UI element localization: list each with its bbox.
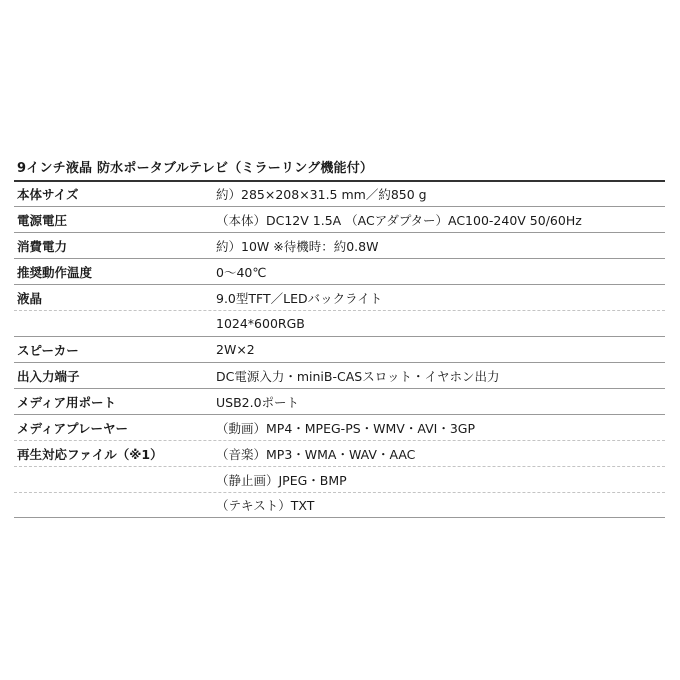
spec-row-media-port bbox=[14, 388, 665, 414]
spec-label: 推奨動作温度 bbox=[17, 264, 93, 280]
spec-label: メディア用ポート bbox=[17, 394, 117, 410]
spec-value: 約）285×208×31.5 mm／約850 g bbox=[216, 187, 427, 202]
spec-label: 電源電圧 bbox=[17, 212, 68, 228]
spec-row-temperature bbox=[14, 258, 665, 284]
spec-row-media-video bbox=[14, 414, 665, 440]
spec-row-media-audio bbox=[14, 440, 665, 466]
spec-row-power-consumption bbox=[14, 232, 665, 258]
spec-value: （静止画）JPEG・BMP bbox=[216, 472, 347, 488]
spec-label: 出入力端子 bbox=[17, 368, 80, 384]
product-title: 9インチ液晶 防水ポータブルテレビ（ミラーリング機能付） bbox=[17, 161, 374, 176]
spec-value: （動画）MP4・MPEG-PS・WMV・AVI・3GP bbox=[216, 420, 476, 436]
spec-row-media-image bbox=[14, 466, 665, 492]
spec-label: 再生対応ファイル（※1） bbox=[17, 446, 163, 462]
spec-row-media-text bbox=[14, 492, 665, 518]
spec-value: 0〜40℃ bbox=[216, 264, 267, 280]
spec-value: USB2.0ポート bbox=[216, 394, 300, 410]
spec-table bbox=[14, 180, 665, 518]
spec-label: スピーカー bbox=[17, 342, 79, 358]
spec-row-speaker bbox=[14, 336, 665, 362]
spec-value: 9.0型TFT／LEDバックライト bbox=[216, 290, 383, 306]
spec-label: 消費電力 bbox=[17, 238, 68, 254]
spec-label: メディアプレーヤー bbox=[17, 420, 129, 436]
spec-label: 液晶 bbox=[17, 290, 43, 306]
spec-value: 1024*600RGB bbox=[216, 316, 305, 331]
spec-value: 約）10W ※待機時：約0.8W bbox=[216, 238, 379, 254]
spec-row-lcd-resolution bbox=[14, 310, 665, 336]
spec-row-size bbox=[14, 180, 665, 206]
spec-label: 本体サイズ bbox=[17, 187, 79, 202]
spec-row-lcd bbox=[14, 284, 665, 310]
spec-row-power-voltage bbox=[14, 206, 665, 232]
spec-value: DC電源入力・miniB-CASスロット・イヤホン出力 bbox=[216, 368, 500, 384]
spec-value: （本体）DC12V 1.5A （ACアダプター）AC100-240V 50/60Hz bbox=[216, 212, 582, 228]
spec-value: 2W×2 bbox=[216, 342, 255, 357]
spec-row-ports bbox=[14, 362, 665, 388]
spec-value: （テキスト）TXT bbox=[216, 498, 315, 513]
spec-value: （音楽）MP3・WMA・WAV・AAC bbox=[216, 446, 416, 462]
